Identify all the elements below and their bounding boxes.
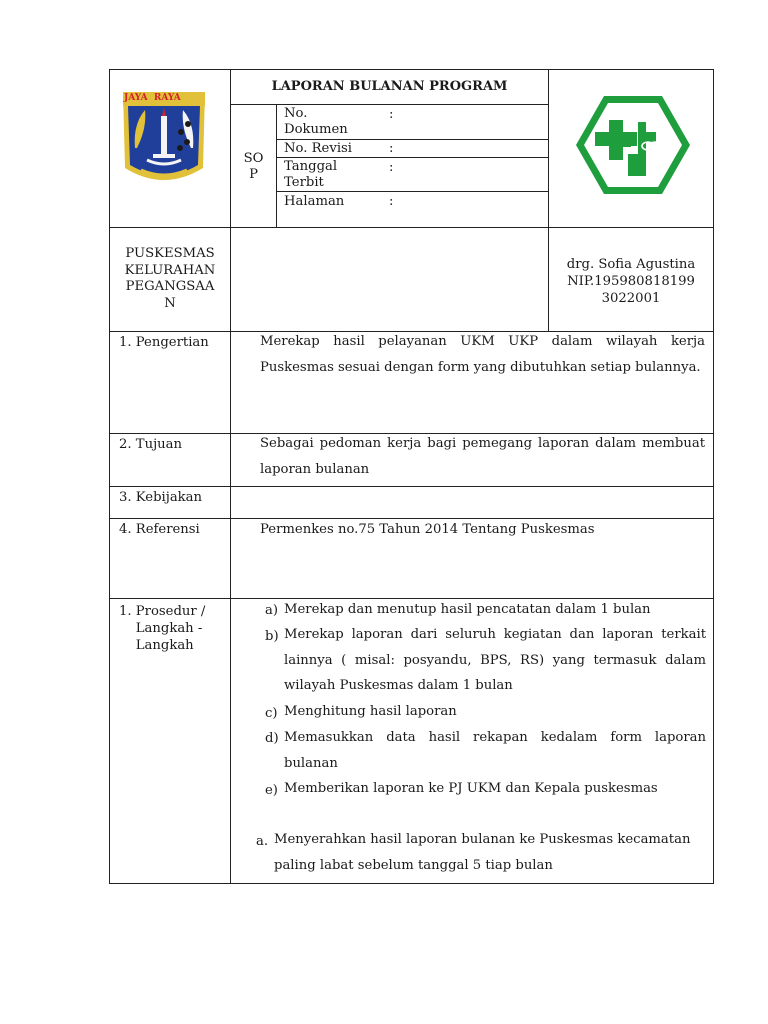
section-label-referensi: 4. Referensi bbox=[119, 522, 200, 537]
field-label-no-revisi: No. Revisi bbox=[284, 141, 353, 156]
step-text: Memberikan laporan ke PJ UKM dan Kepala puskesmas bbox=[284, 781, 658, 796]
jaya-raya-crest-icon bbox=[117, 88, 211, 192]
step-text: Menghitung hasil laporan bbox=[284, 704, 457, 719]
field-label-halaman: Halaman bbox=[284, 194, 345, 209]
field-sep-tanggal-terbit: : bbox=[389, 160, 394, 175]
step-marker: b) bbox=[265, 629, 279, 644]
step-text: Memasukkan data hasil rekapan kedalam form laporan bulanan bbox=[284, 730, 706, 771]
crest-motto: JAYA RAYA bbox=[124, 93, 181, 103]
organization-name: PUSKESMAS KELURAHAN PEGANGSAA N bbox=[124, 246, 216, 311]
step-marker: c) bbox=[265, 706, 278, 721]
puskesmas-logo-icon bbox=[574, 94, 692, 196]
field-label-tanggal-terbit: Tanggal Terbit bbox=[284, 159, 338, 190]
final-step-marker: a. bbox=[256, 834, 269, 849]
field-sep-no-revisi: : bbox=[389, 141, 394, 156]
section-label-pengertian: 1. Pengertian bbox=[119, 335, 209, 350]
signer-nip: NIP.195980818199 3022001 bbox=[567, 274, 695, 306]
section-content-tujuan: Sebagai pedoman kerja bagi pemegang laporan dalam membuat laporan bulanan bbox=[260, 436, 705, 477]
field-sep-no-dokumen: : bbox=[389, 107, 394, 122]
section-content-pengertian: Merekap hasil pelayanan UKM UKP dalam wilayah kerja Puskesmas sesuai dengan form yang dibutuhkan setiap bulannya. bbox=[260, 334, 705, 375]
section-content-referensi: Permenkes no.75 Tahun 2014 Tentang Puskesmas bbox=[260, 522, 595, 537]
sop-label: SO P bbox=[243, 151, 264, 182]
document-title: LAPORAN BULANAN PROGRAM bbox=[271, 79, 508, 94]
final-step-text: Menyerahkan hasil laporan bulanan ke Puskesmas kecamatan paling labat sebelum tanggal 5 tiap bulan bbox=[274, 832, 691, 873]
field-label-no-dokumen: No. Dokumen bbox=[284, 106, 348, 137]
section-label-prosedur: 1. Prosedur / Langkah - Langkah bbox=[119, 604, 206, 653]
signer-name: drg. Sofia Agustina bbox=[566, 257, 696, 272]
step-text: Merekap dan menutup hasil pencatatan dalam 1 bulan bbox=[284, 602, 651, 617]
section-label-kebijakan: 3. Kebijakan bbox=[119, 490, 203, 505]
step-marker: a) bbox=[265, 603, 279, 618]
field-sep-halaman: : bbox=[389, 194, 394, 209]
step-marker: e) bbox=[265, 783, 278, 798]
step-text: Merekap laporan dari seluruh kegiatan dan laporan terkait lainnya ( misal: posyandu, BPS, RS) yang termasuk dalam wilayah Puskesmas dalam 1 bulan bbox=[284, 627, 706, 693]
step-marker: d) bbox=[265, 731, 279, 746]
section-label-tujuan: 2. Tujuan bbox=[119, 437, 183, 452]
